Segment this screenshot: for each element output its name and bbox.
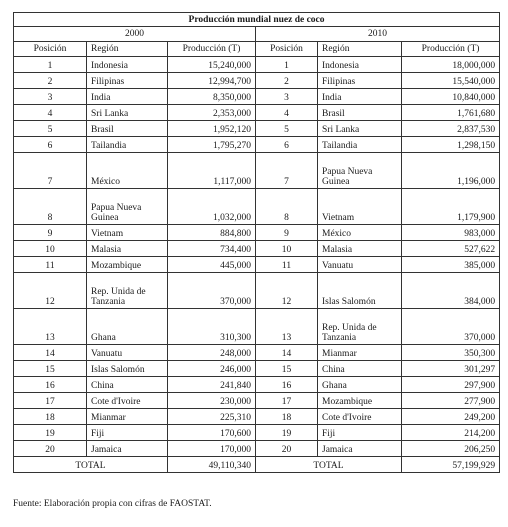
- region-2010-cell: Rep. Unida de Tanzania: [318, 309, 402, 345]
- region-2010-cell: India: [318, 89, 402, 105]
- column-header-production-2000: Producción (T): [168, 42, 256, 57]
- column-header-position-2000: Posición: [14, 42, 87, 57]
- region-2010-cell: Vanuatu: [318, 257, 402, 273]
- region-2010-cell: Mozambique: [318, 393, 402, 409]
- region-2000-cell: Vietnam: [87, 225, 168, 241]
- position-2010-cell: 6: [256, 137, 318, 153]
- coconut-production-table: [13, 12, 500, 473]
- region-2000-cell: Jamaica: [87, 441, 168, 457]
- position-2010-cell: 10: [256, 241, 318, 257]
- production-2000-cell: 2,353,000: [168, 105, 256, 121]
- production-2010-cell: 2,837,530: [402, 121, 500, 137]
- position-2010-cell: 18: [256, 409, 318, 425]
- position-2000-cell: 10: [14, 241, 87, 257]
- position-2000-cell: 14: [14, 345, 87, 361]
- position-2000-cell: 19: [14, 425, 87, 441]
- total-row: [14, 457, 500, 473]
- region-2010-cell: Mianmar: [318, 345, 402, 361]
- position-2010-cell: 1: [256, 57, 318, 73]
- production-2000-cell: 1,032,000: [168, 189, 256, 225]
- region-2000-cell: Indonesia: [87, 57, 168, 73]
- region-2000-cell: Islas Salomón: [87, 361, 168, 377]
- production-2000-cell: 310,300: [168, 309, 256, 345]
- position-2010-cell: 15: [256, 361, 318, 377]
- position-2000-cell: 9: [14, 225, 87, 241]
- table-body: [14, 57, 500, 457]
- table-row: [14, 409, 500, 425]
- production-2010-cell: 301,297: [402, 361, 500, 377]
- production-2010-cell: 15,540,000: [402, 73, 500, 89]
- production-2010-cell: 18,000,000: [402, 57, 500, 73]
- production-2010-cell: 1,761,680: [402, 105, 500, 121]
- table-row: [14, 153, 500, 189]
- position-2010-cell: 13: [256, 309, 318, 345]
- region-2010-cell: Indonesia: [318, 57, 402, 73]
- total-label-2010: TOTAL: [256, 457, 402, 473]
- position-2000-cell: 16: [14, 377, 87, 393]
- table-row: [14, 189, 500, 225]
- production-2000-cell: 734,400: [168, 241, 256, 257]
- production-2000-cell: 246,000: [168, 361, 256, 377]
- production-2010-cell: 206,250: [402, 441, 500, 457]
- position-2000-cell: 13: [14, 309, 87, 345]
- total-label-2000: TOTAL: [14, 457, 168, 473]
- table-row: [14, 361, 500, 377]
- table-row: [14, 441, 500, 457]
- production-2010-cell: 1,298,150: [402, 137, 500, 153]
- production-2010-cell: 297,900: [402, 377, 500, 393]
- production-2010-cell: 350,300: [402, 345, 500, 361]
- position-2010-cell: 19: [256, 425, 318, 441]
- table-row: [14, 273, 500, 309]
- position-2010-cell: 8: [256, 189, 318, 225]
- table-row: [14, 377, 500, 393]
- region-2010-cell: Sri Lanka: [318, 121, 402, 137]
- region-2010-cell: Brasil: [318, 105, 402, 121]
- position-2000-cell: 3: [14, 89, 87, 105]
- source-note: Fuente: Elaboración propia con cifras de FAOSTAT.: [13, 499, 212, 509]
- region-2000-cell: Mianmar: [87, 409, 168, 425]
- region-2010-cell: China: [318, 361, 402, 377]
- region-2000-cell: Mozambique: [87, 257, 168, 273]
- position-2010-cell: 16: [256, 377, 318, 393]
- position-2010-cell: 14: [256, 345, 318, 361]
- region-2000-cell: Ghana: [87, 309, 168, 345]
- production-2000-cell: 225,310: [168, 409, 256, 425]
- region-2000-cell: Brasil: [87, 121, 168, 137]
- production-2010-cell: 370,000: [402, 309, 500, 345]
- region-2010-cell: Ghana: [318, 377, 402, 393]
- position-2000-cell: 20: [14, 441, 87, 457]
- region-2010-cell: Malasia: [318, 241, 402, 257]
- region-2010-cell: Papua Nueva Guinea: [318, 153, 402, 189]
- table-row: [14, 345, 500, 361]
- position-2000-cell: 8: [14, 189, 87, 225]
- production-2000-cell: 1,795,270: [168, 137, 256, 153]
- table-row: [14, 137, 500, 153]
- table-row: [14, 225, 500, 241]
- column-header-region-2010: Región: [318, 42, 402, 57]
- total-value-2010: 57,199,929: [402, 457, 500, 473]
- total-value-2000: 49,110,340: [168, 457, 256, 473]
- position-2000-cell: 6: [14, 137, 87, 153]
- position-2010-cell: 9: [256, 225, 318, 241]
- region-2000-cell: Papua Nueva Guinea: [87, 189, 168, 225]
- production-2000-cell: 170,600: [168, 425, 256, 441]
- production-2000-cell: 445,000: [168, 257, 256, 273]
- table-row: [14, 309, 500, 345]
- position-2010-cell: 2: [256, 73, 318, 89]
- table-row: [14, 89, 500, 105]
- position-2010-cell: 20: [256, 441, 318, 457]
- production-2000-cell: 1,117,000: [168, 153, 256, 189]
- production-2010-cell: 983,000: [402, 225, 500, 241]
- region-2010-cell: México: [318, 225, 402, 241]
- production-2000-cell: 884,800: [168, 225, 256, 241]
- table-title: Producción mundial nuez de coco: [14, 13, 500, 27]
- production-2000-cell: 241,840: [168, 377, 256, 393]
- region-2000-cell: Tailandia: [87, 137, 168, 153]
- table-row: [14, 121, 500, 137]
- position-2010-cell: 3: [256, 89, 318, 105]
- region-2000-cell: China: [87, 377, 168, 393]
- region-2000-cell: India: [87, 89, 168, 105]
- region-2010-cell: Tailandia: [318, 137, 402, 153]
- production-2010-cell: 1,196,000: [402, 153, 500, 189]
- production-2010-cell: 249,200: [402, 409, 500, 425]
- region-2000-cell: Rep. Unida de Tanzania: [87, 273, 168, 309]
- region-2010-cell: Filipinas: [318, 73, 402, 89]
- table-row: [14, 105, 500, 121]
- region-2010-cell: Islas Salomón: [318, 273, 402, 309]
- position-2000-cell: 2: [14, 73, 87, 89]
- production-2010-cell: 277,900: [402, 393, 500, 409]
- region-2000-cell: Vanuatu: [87, 345, 168, 361]
- production-2000-cell: 8,350,000: [168, 89, 256, 105]
- position-2000-cell: 11: [14, 257, 87, 273]
- production-2010-cell: 385,000: [402, 257, 500, 273]
- position-2000-cell: 15: [14, 361, 87, 377]
- position-2010-cell: 12: [256, 273, 318, 309]
- year-header-2010: 2010: [256, 27, 500, 42]
- region-2010-cell: Fiji: [318, 425, 402, 441]
- region-2000-cell: Filipinas: [87, 73, 168, 89]
- position-2010-cell: 11: [256, 257, 318, 273]
- position-2000-cell: 5: [14, 121, 87, 137]
- region-2000-cell: Fiji: [87, 425, 168, 441]
- region-2000-cell: México: [87, 153, 168, 189]
- column-header-region-2000: Región: [87, 42, 168, 57]
- production-2010-cell: 384,000: [402, 273, 500, 309]
- region-2010-cell: Vietnam: [318, 189, 402, 225]
- production-2000-cell: 15,240,000: [168, 57, 256, 73]
- position-2000-cell: 7: [14, 153, 87, 189]
- region-2000-cell: Malasia: [87, 241, 168, 257]
- production-2010-cell: 527,622: [402, 241, 500, 257]
- position-2010-cell: 5: [256, 121, 318, 137]
- production-2000-cell: 230,000: [168, 393, 256, 409]
- coconut-production-table-container: [13, 12, 499, 473]
- year-header-2000: 2000: [14, 27, 256, 42]
- column-header-position-2010: Posición: [256, 42, 318, 57]
- production-2010-cell: 1,179,900: [402, 189, 500, 225]
- position-2000-cell: 12: [14, 273, 87, 309]
- production-2000-cell: 248,000: [168, 345, 256, 361]
- region-2000-cell: Sri Lanka: [87, 105, 168, 121]
- position-2010-cell: 17: [256, 393, 318, 409]
- column-header-production-2010: Producción (T): [402, 42, 500, 57]
- table-row: [14, 425, 500, 441]
- table-row: [14, 73, 500, 89]
- region-2000-cell: Cote d'Ivoire: [87, 393, 168, 409]
- production-2000-cell: 170,000: [168, 441, 256, 457]
- table-row: [14, 241, 500, 257]
- table-row: [14, 57, 500, 73]
- production-2010-cell: 214,200: [402, 425, 500, 441]
- position-2010-cell: 7: [256, 153, 318, 189]
- production-2000-cell: 370,000: [168, 273, 256, 309]
- position-2000-cell: 17: [14, 393, 87, 409]
- production-2000-cell: 1,952,120: [168, 121, 256, 137]
- position-2000-cell: 18: [14, 409, 87, 425]
- position-2000-cell: 1: [14, 57, 87, 73]
- position-2010-cell: 4: [256, 105, 318, 121]
- table-row: [14, 257, 500, 273]
- production-2010-cell: 10,840,000: [402, 89, 500, 105]
- production-2000-cell: 12,994,700: [168, 73, 256, 89]
- position-2000-cell: 4: [14, 105, 87, 121]
- table-row: [14, 393, 500, 409]
- region-2010-cell: Jamaica: [318, 441, 402, 457]
- region-2010-cell: Cote d'Ivoire: [318, 409, 402, 425]
